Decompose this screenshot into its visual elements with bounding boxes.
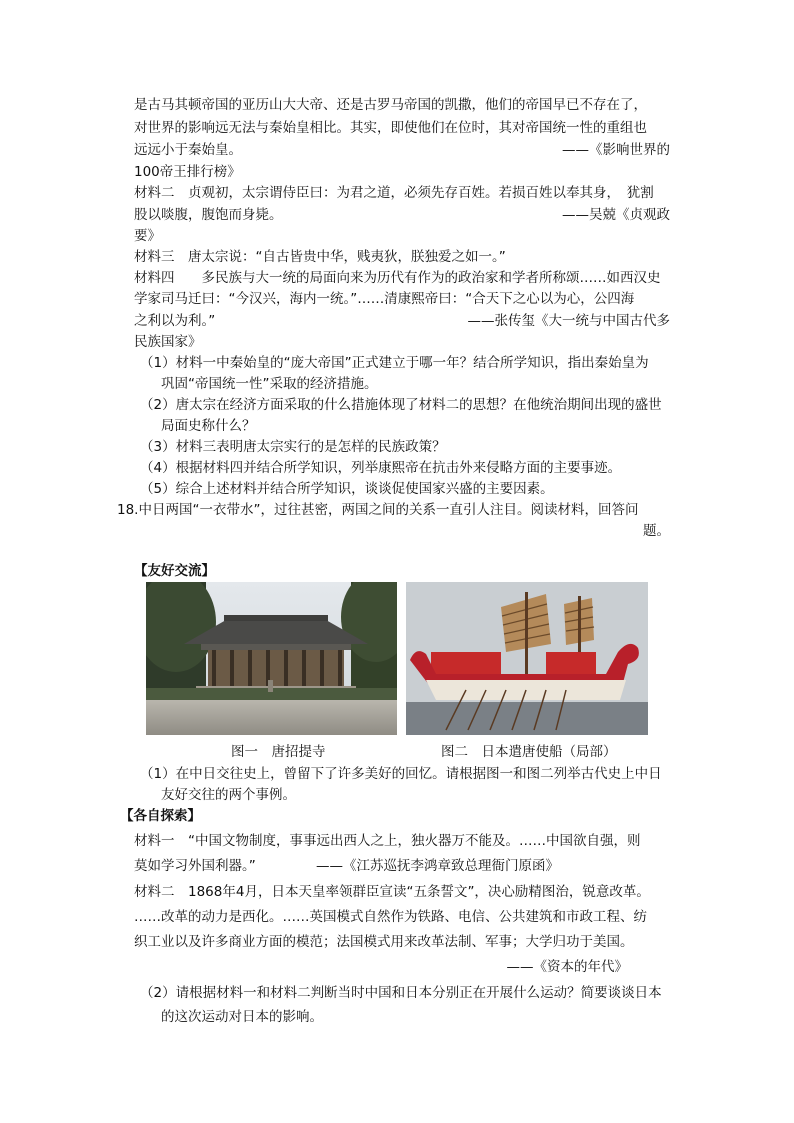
text-line: 之利以为利。” [134,313,216,329]
material-four: 材料四 多民族与大一统的局面向来为历代有作为的政治家和学者所称颂……如西汉史 [134,270,661,286]
section-heading-separate-exploration: 【各自探索】 [120,808,201,824]
text-line: 织工业以及许多商业方面的模范；法国模式用来改革法制、军事；大学归功于美国。 [134,934,634,950]
source-citation: ——《江苏巡抚李鸿章致总理衙门原函》 [316,858,559,874]
material-two-b: 材料二 1868年4月，日本天皇率领群臣宣读“五条誓文”，决心励精图治，锐意改革。 [134,884,650,900]
figure-1-caption: 图一 唐招提寺 [231,744,326,760]
source-citation: ——吴兢《贞观政 [562,207,670,223]
source-citation: ——《资本的年代》 [506,959,628,975]
text-line: 题。 [643,523,670,539]
text-line: 对世界的影响远无法与秦始皇相比。其实，即使他们在位时，其对帝国统一性的重组也 [134,120,647,136]
question-3: （3）材料三表明唐太宗实行的是怎样的民族政策？ [140,439,446,455]
text-line: 是古马其顿帝国的亚历山大大帝、还是古罗马帝国的凯撒，他们的帝国早已不存在了， [134,97,647,113]
material-two: 材料二 贞观初，太宗谓侍臣曰：为君之道，必须先存百姓。若损百姓以奉其身， 犹割 [134,185,654,201]
question-18-2: （2）请根据材料一和材料二判断当时中国和日本分别正在开展什么运动？简要谈谈日本 [140,985,662,1001]
source-citation: ——张传玺《大一统与中国古代多 [467,313,670,329]
envoy-ship-photo [406,582,648,735]
question-1: （1）材料一中秦始皇的“庞大帝国”正式建立于哪一年？结合所学知识，指出秦始皇为 [140,355,649,371]
text-line: 远远小于秦始皇。 [134,142,242,158]
figure-2-caption: 图二 日本遣唐使船（局部） [441,744,617,760]
text-line: 100帝王排行榜》 [134,164,241,180]
question-18-1: （1）在中日交往史上，曾留下了许多美好的回忆。请根据图一和图二列举古代史上中日 [140,766,662,782]
question-18-heading: 18.中日两国“一衣带水”，过往甚密，两国之间的关系一直引人注目。阅读材料，回答问 [117,502,639,518]
question-2: （2）唐太宗在经济方面采取的什么措施体现了材料二的思想？在他统治期间出现的盛世 [140,397,662,413]
temple-photo [146,582,397,735]
material-three: 材料三 唐太宗说：“自古皆贵中华，贱夷狄，朕独爱之如一。” [134,249,506,265]
text-line: 莫如学习外国利器。” [134,858,256,874]
text-line: 学家司马迁曰：“今汉兴，海内一统。”……清康熙帝曰：“合天下之心以为心，公四海 [134,291,635,307]
text-line: 股以啖腹，腹饱而身毙。 [134,207,283,223]
text-line: 局面史称什么？ [161,418,256,434]
text-line: ……改革的动力是西化。……英国模式自然作为铁路、电信、公共建筑和市政工程、纺 [134,909,647,925]
question-4: （4）根据材料四并结合所学知识，列举康熙帝在抗击外来侵略方面的主要事迹。 [140,460,622,476]
section-heading-friendly-exchange: 【友好交流】 [134,563,215,579]
text-line: 巩固“帝国统一性”采取的经济措施。 [161,376,378,392]
question-5: （5）综合上述材料并结合所学知识，谈谈促使国家兴盛的主要因素。 [140,481,554,497]
text-line: 的这次运动对日本的影响。 [161,1009,323,1025]
text-line: 民族国家》 [134,334,202,350]
text-line: 要》 [134,228,161,244]
material-one: 材料一 “中国文物制度，事事远出西人之上，独火器万不能及。……中国欲自强，则 [134,833,641,849]
text-line: 友好交往的两个事例。 [161,787,296,803]
source-citation: ——《影响世界的 [562,142,670,158]
